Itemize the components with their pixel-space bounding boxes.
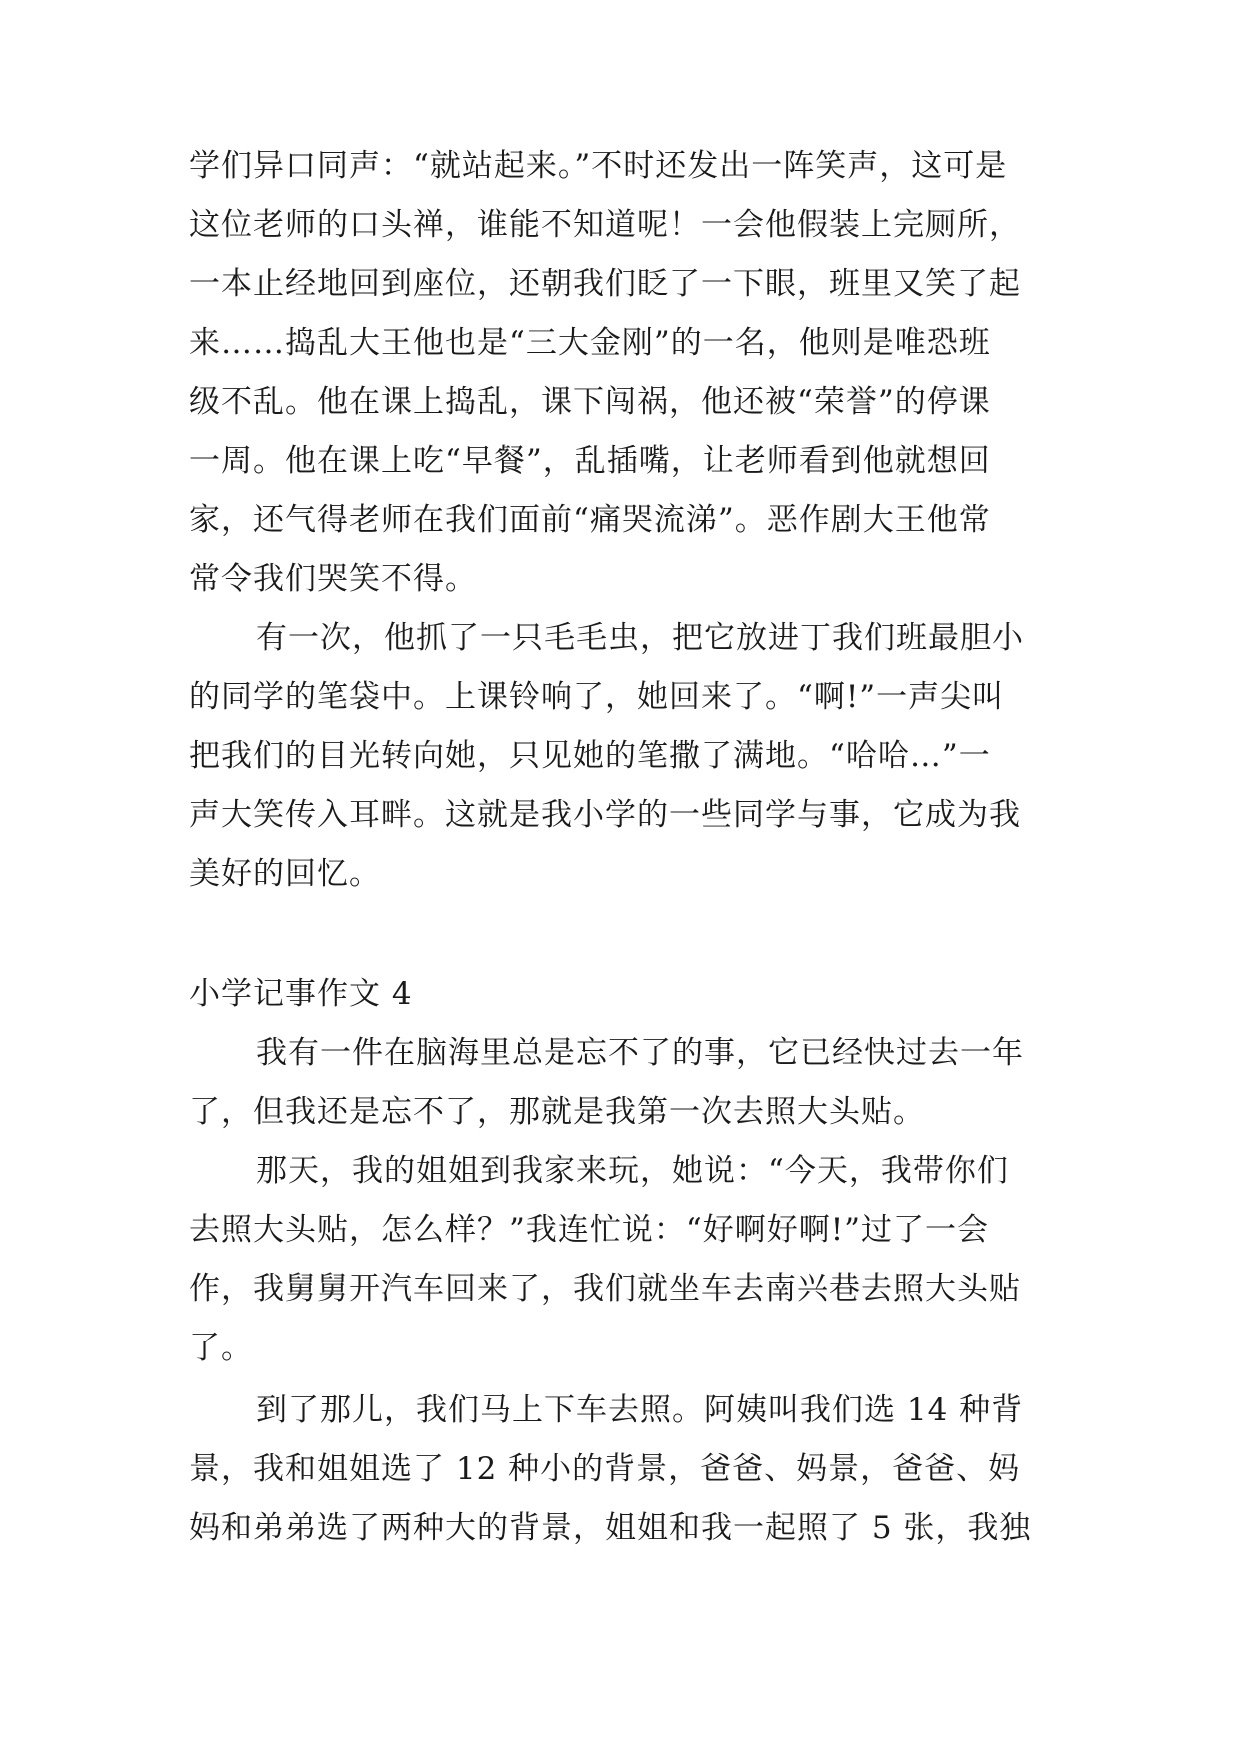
paragraph-line: 那天，我的姐姐到我家来玩，她说：“今天，我带你们 [256,1153,1009,1189]
paragraph-line: 我有一件在脑海里总是忘不了的事，它已经快过去一年 [256,1035,1024,1071]
paragraph-line: 的同学的笔袋中。上课铃响了，她回来了。“啊!”一声尖叫 [189,679,1005,715]
paragraph-line: 常令我们哭笑不得。 [189,561,477,597]
paragraph-line: 家，还气得老师在我们面前“痛哭流涕”。恶作剧大王他常 [189,502,991,538]
paragraph-line: 学们异口同声：“就站起来。”不时还发出一阵笑声，这可是 [189,148,1008,184]
paragraph-line: 去照大头贴，怎么样？”我连忙说：“好啊好啊!”过了一会 [189,1212,989,1248]
paragraph-line: 声大笑传入耳畔。这就是我小学的一些同学与事，它成为我 [189,797,1021,833]
paragraph-line: 一本止经地回到座位，还朝我们眨了一下眼，班里又笑了起 [189,266,1021,302]
paragraph-line: 了。 [189,1330,253,1366]
paragraph-line: 美好的回忆。 [189,856,381,892]
paragraph-line: 这位老师的口头禅，谁能不知道呢！一会他假装上完厕所， [189,207,1021,243]
paragraph-line: 一周。他在课上吃“早餐”，乱插嘴，让老师看到他就想回 [189,443,991,479]
paragraph-line: 妈和弟弟选了两种大的背景，姐姐和我一起照了 5 张，我独 [189,1510,1032,1546]
paragraph-line: 了，但我还是忘不了，那就是我第一次去照大头贴。 [189,1094,925,1130]
paragraph-line: 到了那儿，我们马上下车去照。阿姨叫我们选 14 种背 [256,1392,1024,1428]
paragraph-line: 级不乱。他在课上捣乱，课下闯祸，他还被“荣誉”的停课 [189,384,991,420]
section-title: 小学记事作文 4 [189,976,413,1012]
paragraph-line: 来……捣乱大王他也是“三大金刚”的一名，他则是唯恐班 [189,325,991,361]
paragraph-line: 景，我和姐姐选了 12 种小的背景，爸爸、妈景，爸爸、妈 [189,1451,1021,1487]
paragraph-line: 有一次，他抓了一只毛毛虫，把它放进丁我们班最胆小 [256,620,1024,656]
paragraph-line: 把我们的目光转向她，只见她的笔撒了满地。“哈哈…”一 [189,738,991,774]
paragraph-line: 作，我舅舅开汽车回来了，我们就坐车去南兴巷去照大头贴 [189,1271,1021,1307]
